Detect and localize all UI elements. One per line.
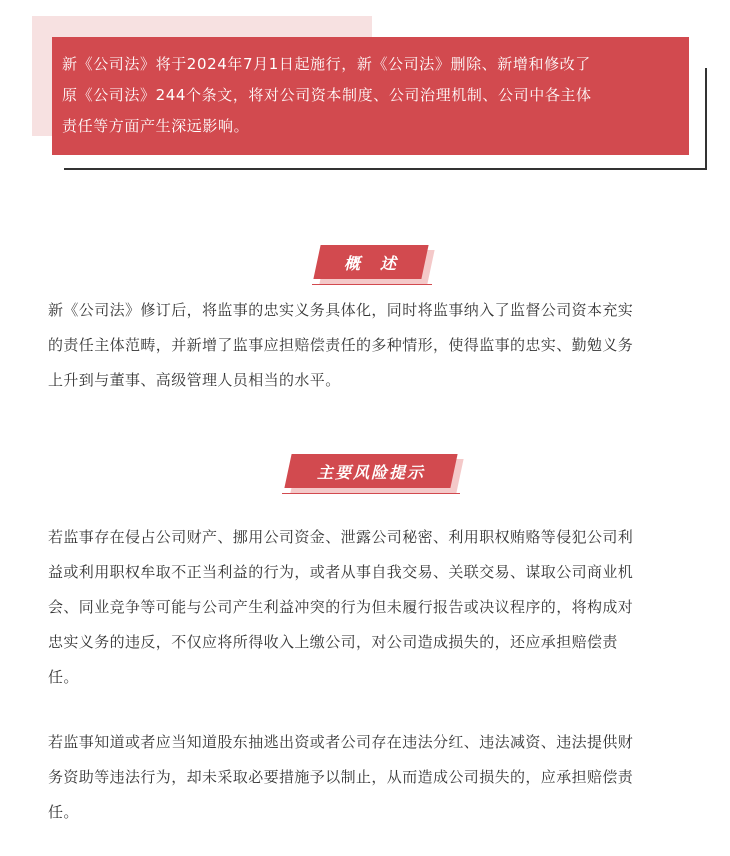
paragraph-line: 的责任主体范畴，并新增了监事应担赔偿责任的多种情形，使得监事的忠实、勤勉义务 [48, 336, 634, 354]
paragraph-line: 若监事知道或者应当知道股东抽逃出资或者公司存在违法分红、违法减资、违法提供财 [48, 733, 634, 751]
paragraph-line: 任。 [48, 803, 79, 821]
intro-banner [0, 0, 730, 180]
risk-paragraph-1 [48, 520, 698, 695]
intro-line: 新《公司法》将于2024年7月1日起施行，新《公司法》删除、新增和修改了 [62, 55, 591, 73]
intro-line: 责任等方面产生深远影响。 [62, 117, 250, 135]
paragraph-line: 任。 [48, 668, 79, 686]
header-underline [282, 493, 460, 494]
paragraph-line: 务资助等违法行为，却未采取必要措施予以制止，从而造成公司损失的，应承担赔偿责 [48, 768, 634, 786]
section-header-overview [317, 245, 425, 279]
intro-line: 原《公司法》244个条文，将对公司资本制度、公司治理机制、公司中各主体 [62, 86, 592, 104]
header-underline [312, 284, 432, 285]
section-header-risk [288, 454, 454, 488]
paragraph-line: 会、同业竞争等可能与公司产生利益冲突的行为但未履行报告或决议程序的，将构成对 [48, 598, 634, 616]
paragraph-line: 新《公司法》修订后，将监事的忠实义务具体化，同时将监事纳入了监督公司资本充实 [48, 301, 634, 319]
paragraph-line: 上升到与董事、高级管理人员相当的水平。 [48, 371, 341, 389]
paragraph-line: 忠实义务的违反，不仅应将所得收入上缴公司，对公司造成损失的，还应承担赔偿责 [48, 633, 618, 651]
paragraph-line: 若监事存在侵占公司财产、挪用公司资金、泄露公司秘密、利用职权贿赂等侵犯公司利 [48, 528, 634, 546]
section-title: 主要风险提示 [316, 462, 425, 482]
overview-paragraph [48, 293, 698, 398]
risk-paragraph-2 [48, 725, 698, 830]
section-title: 概 述 [343, 253, 398, 273]
intro-text-box [52, 37, 689, 155]
paragraph-line: 益或利用职权牟取不正当利益的行为，或者从事自我交易、关联交易、谋取公司商业机 [48, 563, 634, 581]
